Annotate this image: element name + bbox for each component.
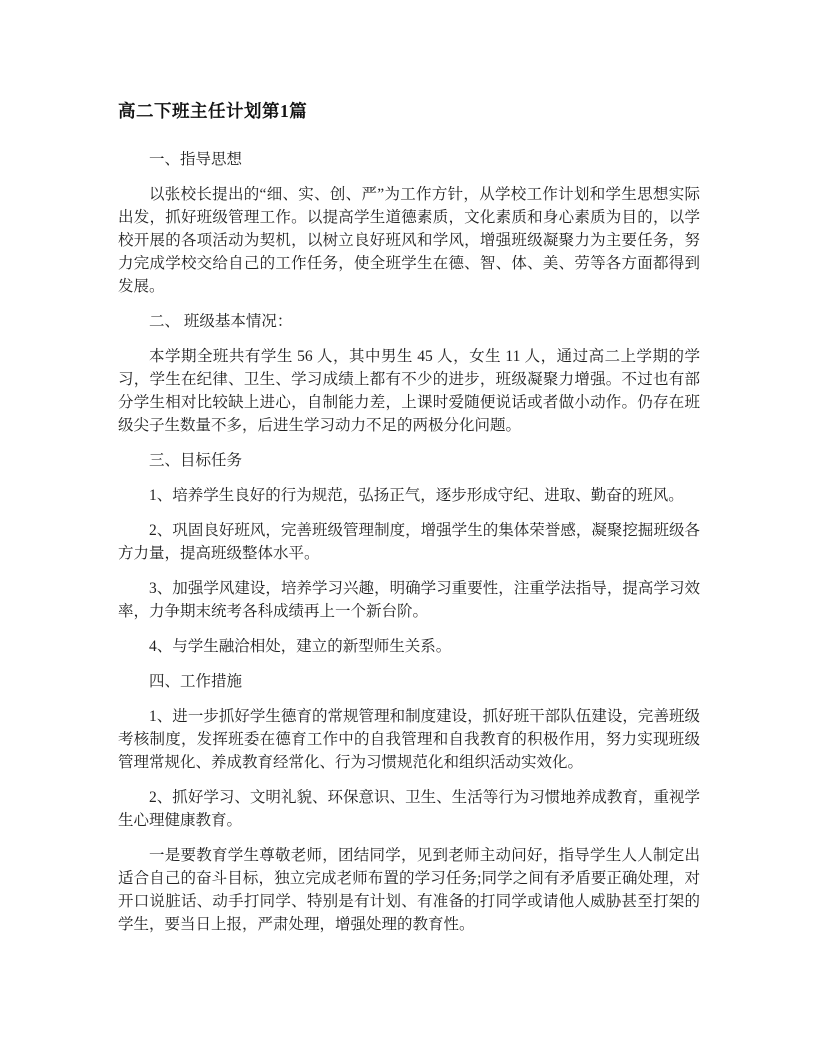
paragraph: 本学期全班共有学生 56 人，其中男生 45 人，女生 11 人，通过高二上学期的学习，学生在纪律、卫生、学习成绩上都有不少的进步，班级凝聚力增强。不过也有部分学生相对比较缺上进心，自制能力差，上课时爱随便说话或者做小动作。仍存在班级尖子生数量不多，后进生学习动力不足的两极分化问题。 [118,348,700,434]
section-heading: 三、目标任务 [149,452,243,469]
section-heading: 二、 班级基本情况： [149,313,293,330]
paragraph: 4、与学生融洽相处，建立的新型师生关系。 [149,638,452,655]
paragraph: 2、巩固良好班风，完善班级管理制度，增强学生的集体荣誉感，凝聚挖掘班级各方力量，提高班级整体水平。 [118,522,700,562]
paragraph: 一是要教育学生尊敬老师，团结同学，见到老师主动问好，指导学生人人制定出适合自己的奋斗目标，独立完成老师布置的学习任务;同学之间有矛盾要正确处理，对开口说脏话、动手打同学、特别是有计划、有准备的打同学或请他人威胁甚至打架的学生，要当日上报，严肃处理，增强处理的教育性。 [118,847,700,933]
paragraph: 1、培养学生良好的行为规范，弘扬正气，逐步形成守纪、进取、勤奋的班风。 [149,487,684,504]
paragraph: 1、进一步抓好学生德育的常规管理和制度建设，抓好班干部队伍建设，完善班级考核制度，发挥班委在德育工作中的自我管理和自我教育的积极作用，努力实现班级管理常规化、养成教育经常化、行为习惯规范化和组织活动实效化。 [118,708,700,771]
section-heading: 四、工作措施 [149,673,243,690]
document-title: 高二下班主任计划第1篇 [118,101,308,121]
document-body [118,148,700,936]
paragraph: 3、加强学风建设，培养学习兴趣，明确学习重要性，注重学法指导，提高学习效率，力争期末统考各科成绩再上一个新台阶。 [118,580,700,620]
paragraph: 以张校长提出的“细、实、创、严”为工作方针，从学校工作计划和学生思想实际出发，抓好班级管理工作。以提高学生道德素质，文化素质和身心素质为目的，以学校开展的各项活动为契机，以树立良好班风和学风，增强班级凝聚力为主要任务，努力完成学校交给自己的工作任务，使全班学生在德、智、体、美、劳等各方面都得到发展。 [118,186,700,295]
section-heading: 一、指导思想 [149,151,243,168]
paragraph: 2、抓好学习、文明礼貌、环保意识、卫生、生活等行为习惯地养成教育，重视学生心理健康教育。 [118,789,700,829]
